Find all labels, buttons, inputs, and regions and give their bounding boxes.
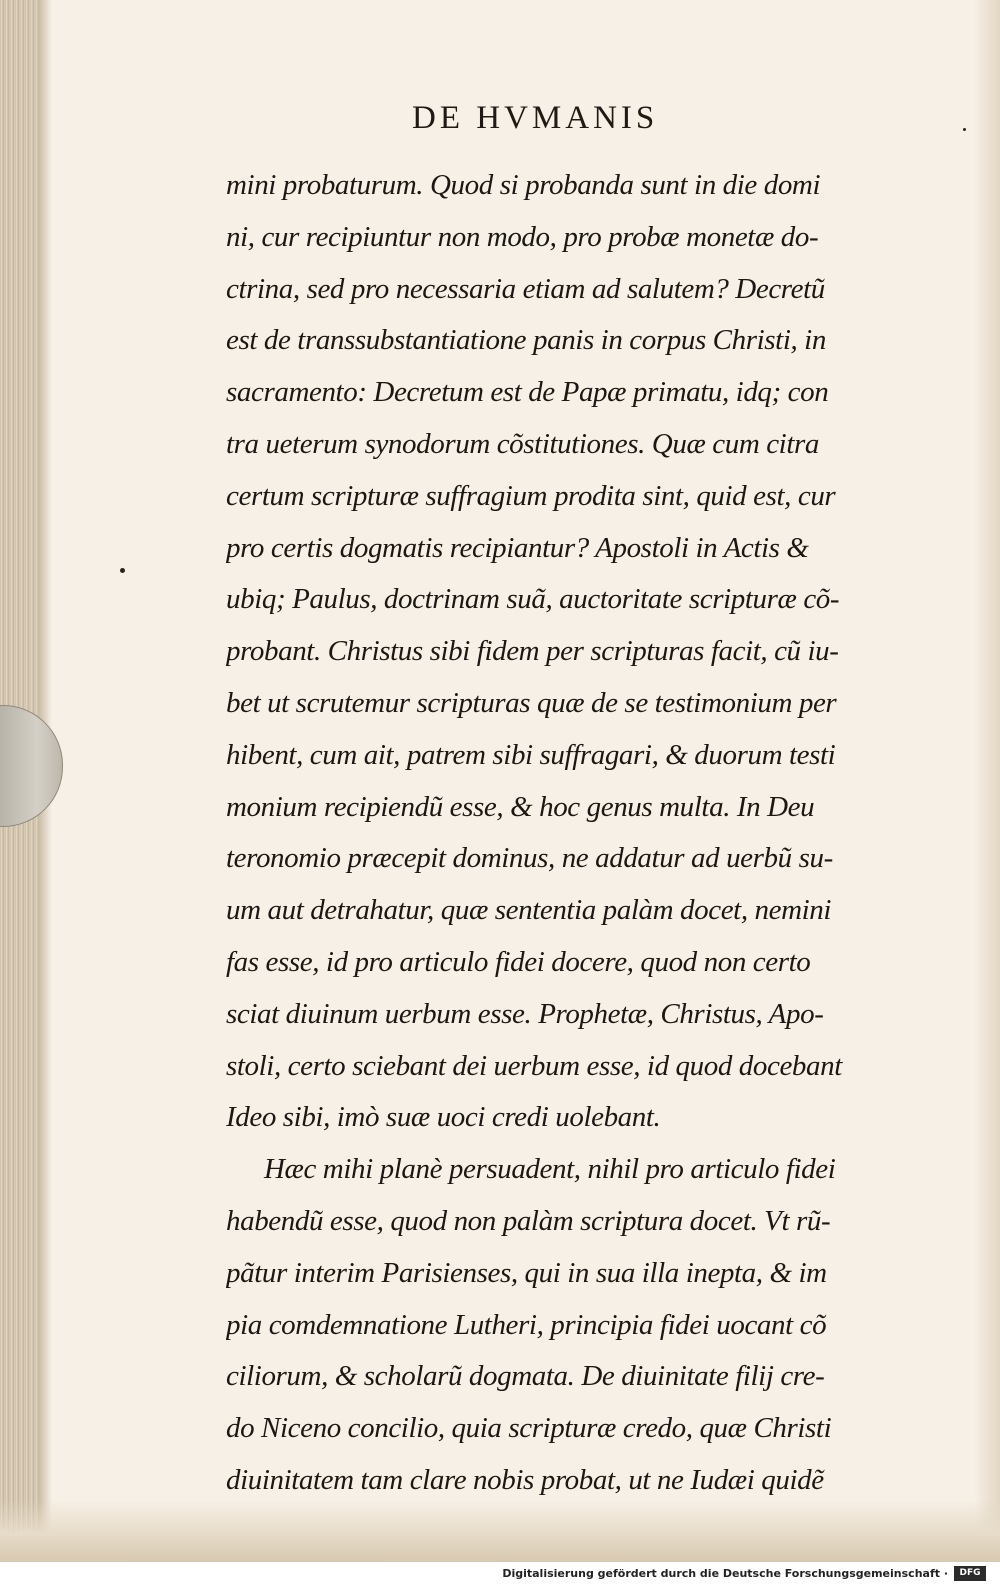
text-line: Ideo sibi, imò suæ uoci credi uolebant.: [226, 1101, 661, 1134]
text-line: diuinitatem tam clare nobis probat, ut ne Iudæi quidẽ: [226, 1463, 824, 1496]
text-line: um aut detrahatur, quæ sententia palàm docet, nemini: [226, 894, 832, 927]
text-line: monium recipiendũ esse, & hoc genus multa. In Deu: [226, 790, 815, 823]
text-line: ciliorum, & scholarũ dogmata. De diuinitate filij cre-: [226, 1360, 825, 1393]
text-line: ni, cur recipiuntur non modo, pro probæ monetæ do-: [226, 220, 819, 253]
text-line: ctrina, sed pro necessaria etiam ad salutem? Decretũ: [226, 272, 825, 305]
dfg-logo: DFG: [954, 1566, 986, 1581]
text-line: probant. Christus sibi fidem per scripturas facit, cũ iu-: [226, 635, 839, 668]
text-line: sciat diuinum uerbum esse. Prophetæ, Christus, Apo-: [226, 997, 824, 1030]
text-line: sacramento: Decretum est de Papæ primatu, idq; con: [226, 376, 829, 409]
ink-speck: [120, 568, 125, 573]
text-line: fas esse, id pro articulo fidei docere, quod non certo: [226, 945, 811, 978]
ink-speck: [963, 128, 966, 131]
text-line: bet ut scrutemur scripturas quæ de se testimonium per: [226, 686, 837, 719]
text-line: habendũ esse, quod non palàm scriptura docet. Vt rũ-: [226, 1204, 831, 1237]
credit-text: Digitalisierung gefördert durch die Deutsche Forschungsgemeinschaft ·: [502, 1567, 948, 1580]
text-line: pãtur interim Parisienses, qui in sua illa inepta, & im: [226, 1256, 827, 1289]
page-bottom-edge: [0, 1500, 1000, 1562]
text-line: pia comdemnatione Lutheri, principia fidei uocant cõ: [226, 1308, 827, 1341]
text-line: Hæc mihi planè persuadent, nihil pro articulo fidei: [264, 1153, 836, 1186]
text-line: pro certis dogmatis recipiantur? Apostoli in Actis &: [226, 531, 809, 564]
text-line: hibent, cum ait, patrem sibi suffragari, & duorum testi: [226, 738, 836, 771]
body-text: [226, 160, 916, 1507]
text-line: est de transsubstantiatione panis in corpus Christi, in: [226, 324, 826, 357]
text-line: teronomio præcepit dominus, ne addatur ad uerbũ su-: [226, 842, 833, 875]
text-line: mini probaturum. Quod si probanda sunt in die domi: [226, 169, 821, 201]
running-head: DE HVMANIS: [412, 100, 659, 136]
digitization-credit-bar: [0, 1562, 1000, 1587]
text-line: ubiq; Paulus, doctrinam suã, auctoritate scripturæ cõ-: [226, 583, 840, 616]
text-line: tra ueterum synodorum cõstitutiones. Quæ cum citra: [226, 427, 819, 460]
text-line: certum scripturæ suffragium prodita sint, quid est, cur: [226, 479, 836, 512]
page-clip-tab: [0, 705, 63, 827]
text-line: do Niceno concilio, quia scripturæ credo, quæ Christi: [226, 1412, 832, 1445]
page-right-edge: [974, 0, 1000, 1562]
text-line: stoli, certo sciebant dei uerbum esse, id quod docebant: [226, 1049, 842, 1082]
